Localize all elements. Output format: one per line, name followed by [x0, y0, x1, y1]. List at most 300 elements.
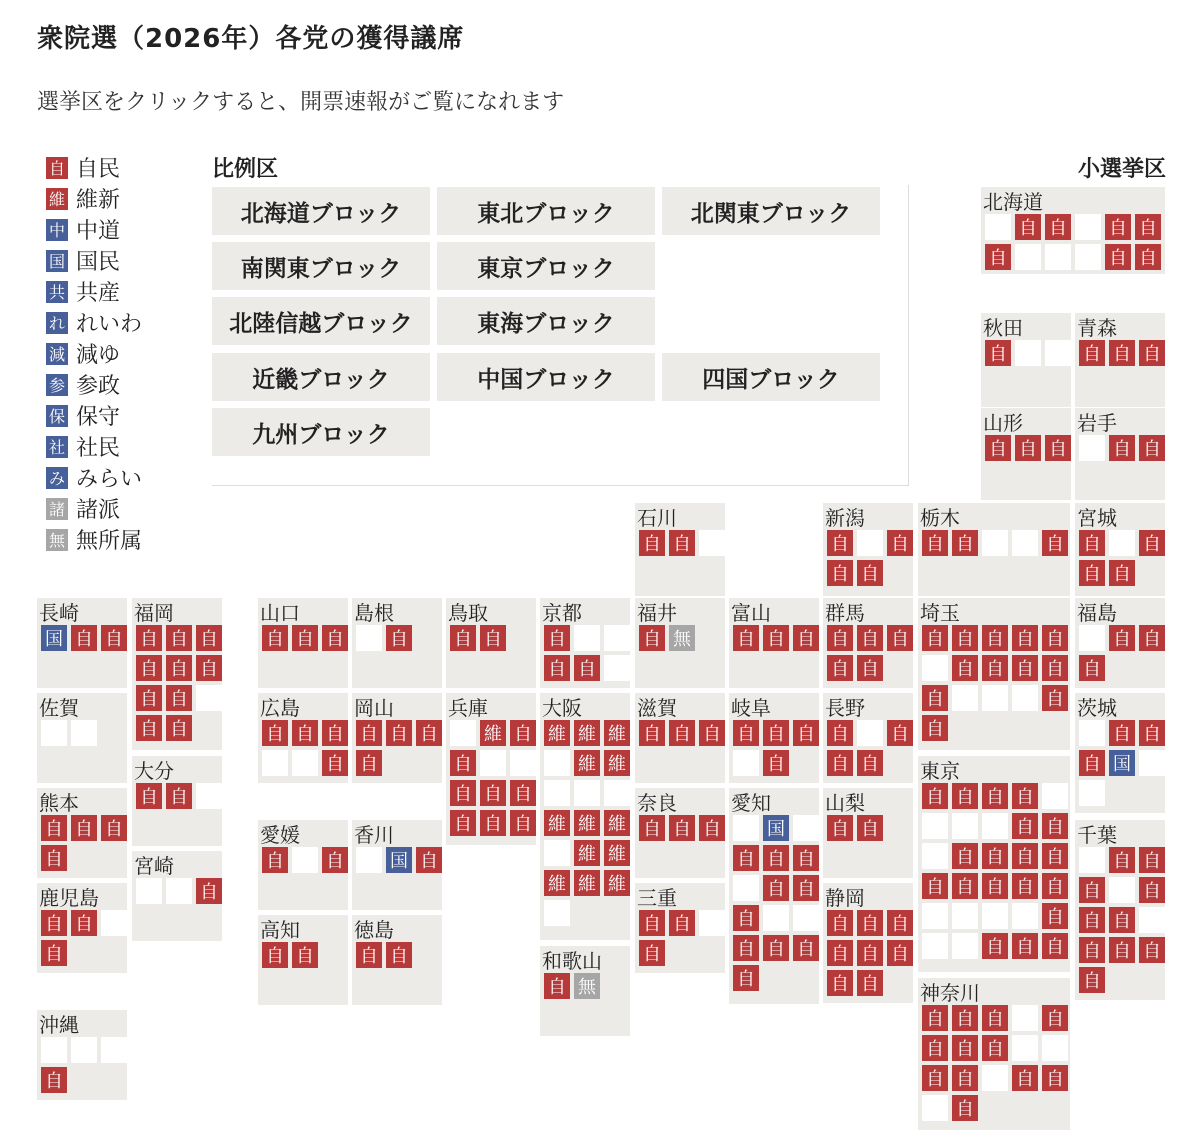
district-seat[interactable]	[544, 780, 570, 806]
district-seat[interactable]	[1012, 1035, 1038, 1061]
district-seat[interactable]: 自	[827, 530, 853, 556]
district-seat[interactable]: 自	[292, 625, 318, 651]
district-seat[interactable]	[604, 780, 630, 806]
district-seat[interactable]: 自	[480, 625, 506, 651]
district-seat[interactable]: 自	[196, 878, 222, 904]
district-seat[interactable]: 国	[41, 625, 67, 651]
district-seat[interactable]: 自	[510, 720, 536, 746]
district-seat[interactable]: 自	[639, 910, 665, 936]
district-seat[interactable]: 自	[827, 560, 853, 586]
district-seat[interactable]	[480, 750, 506, 776]
district-seat[interactable]: 自	[262, 720, 288, 746]
prefecture-tile[interactable]	[258, 820, 348, 910]
district-seat[interactable]: 自	[985, 244, 1011, 270]
district-seat[interactable]	[922, 813, 948, 839]
district-seat[interactable]	[1079, 780, 1105, 806]
district-seat[interactable]: 自	[41, 940, 67, 966]
district-seat[interactable]	[604, 655, 630, 681]
district-seat[interactable]: 自	[544, 973, 570, 999]
prefecture-tile[interactable]	[37, 1010, 127, 1100]
district-seat[interactable]: 自	[1105, 214, 1131, 240]
district-seat[interactable]: 自	[763, 845, 789, 871]
prefecture-tile[interactable]	[729, 598, 819, 688]
district-seat[interactable]: 自	[922, 1065, 948, 1091]
district-seat[interactable]: 自	[1109, 435, 1135, 461]
district-seat[interactable]: 自	[887, 720, 913, 746]
district-seat[interactable]: 自	[1079, 560, 1105, 586]
district-seat[interactable]: 自	[1042, 843, 1068, 869]
district-seat[interactable]: 自	[356, 942, 382, 968]
district-seat[interactable]: 無	[574, 973, 600, 999]
prefecture-tile[interactable]	[1075, 598, 1165, 688]
district-seat[interactable]: 自	[952, 1095, 978, 1121]
district-seat[interactable]: 維	[574, 870, 600, 896]
district-seat[interactable]	[922, 655, 948, 681]
district-seat[interactable]	[262, 750, 288, 776]
district-seat[interactable]: 自	[922, 625, 948, 651]
prefecture-tile[interactable]	[37, 788, 127, 878]
proportional-block-button[interactable]: 中国ブロック	[437, 353, 655, 401]
district-seat[interactable]: 維	[604, 870, 630, 896]
district-seat[interactable]: 自	[136, 625, 162, 651]
district-seat[interactable]: 自	[763, 720, 789, 746]
prefecture-tile[interactable]	[1075, 503, 1165, 596]
district-seat[interactable]: 自	[544, 625, 570, 651]
district-seat[interactable]	[1015, 244, 1041, 270]
district-seat[interactable]: 自	[985, 340, 1011, 366]
district-seat[interactable]: 自	[416, 720, 442, 746]
district-seat[interactable]	[71, 720, 97, 746]
district-seat[interactable]: 自	[1109, 937, 1135, 963]
district-seat[interactable]: 自	[1079, 655, 1105, 681]
district-seat[interactable]	[982, 1065, 1008, 1091]
district-seat[interactable]: 維	[574, 840, 600, 866]
district-seat[interactable]	[733, 815, 759, 841]
district-seat[interactable]	[922, 933, 948, 959]
district-seat[interactable]: 自	[322, 720, 348, 746]
district-seat[interactable]	[952, 813, 978, 839]
district-seat[interactable]: 自	[763, 935, 789, 961]
district-seat[interactable]	[793, 905, 819, 931]
district-seat[interactable]	[101, 1037, 127, 1063]
district-seat[interactable]: 無	[669, 625, 695, 651]
district-seat[interactable]: 自	[1042, 873, 1068, 899]
district-seat[interactable]: 自	[1139, 530, 1165, 556]
proportional-block-button[interactable]: 北関東ブロック	[662, 187, 880, 235]
district-seat[interactable]: 自	[544, 655, 570, 681]
proportional-block-button[interactable]: 北海道ブロック	[212, 187, 430, 235]
district-seat[interactable]: 自	[827, 625, 853, 651]
district-seat[interactable]	[1109, 877, 1135, 903]
district-seat[interactable]: 自	[1012, 625, 1038, 651]
district-seat[interactable]: 自	[71, 815, 97, 841]
district-seat[interactable]: 自	[1042, 933, 1068, 959]
district-seat[interactable]: 自	[922, 1035, 948, 1061]
prefecture-tile[interactable]	[352, 820, 442, 910]
district-seat[interactable]	[196, 685, 222, 711]
prefecture-tile[interactable]	[635, 598, 725, 688]
prefecture-tile[interactable]	[446, 693, 536, 845]
district-seat[interactable]: 自	[322, 625, 348, 651]
district-seat[interactable]: 自	[1015, 435, 1041, 461]
district-seat[interactable]: 自	[262, 942, 288, 968]
district-seat[interactable]: 自	[322, 847, 348, 873]
district-seat[interactable]: 自	[292, 942, 318, 968]
district-seat[interactable]: 自	[1079, 907, 1105, 933]
prefecture-tile[interactable]	[132, 851, 222, 941]
district-seat[interactable]: 自	[1109, 847, 1135, 873]
district-seat[interactable]: 自	[1042, 903, 1068, 929]
district-seat[interactable]: 自	[827, 910, 853, 936]
district-seat[interactable]: 自	[1042, 813, 1068, 839]
district-seat[interactable]	[544, 750, 570, 776]
district-seat[interactable]: 維	[604, 750, 630, 776]
district-seat[interactable]: 維	[544, 870, 570, 896]
district-seat[interactable]: 自	[480, 810, 506, 836]
district-seat[interactable]: 自	[982, 1035, 1008, 1061]
district-seat[interactable]: 自	[887, 910, 913, 936]
district-seat[interactable]	[1045, 340, 1071, 366]
district-seat[interactable]	[196, 783, 222, 809]
district-seat[interactable]: 自	[857, 970, 883, 996]
prefecture-tile[interactable]	[635, 503, 725, 596]
district-seat[interactable]: 自	[136, 715, 162, 741]
district-seat[interactable]	[982, 530, 1008, 556]
district-seat[interactable]: 自	[1135, 244, 1161, 270]
district-seat[interactable]	[952, 685, 978, 711]
district-seat[interactable]	[1012, 903, 1038, 929]
district-seat[interactable]	[1075, 214, 1101, 240]
district-seat[interactable]	[982, 903, 1008, 929]
district-seat[interactable]	[1079, 625, 1105, 651]
district-seat[interactable]	[1079, 720, 1105, 746]
district-seat[interactable]: 自	[827, 720, 853, 746]
district-seat[interactable]: 自	[1105, 244, 1131, 270]
district-seat[interactable]: 自	[41, 910, 67, 936]
district-seat[interactable]: 自	[669, 720, 695, 746]
prefecture-tile[interactable]	[635, 788, 725, 878]
district-seat[interactable]	[952, 933, 978, 959]
district-seat[interactable]: 自	[733, 965, 759, 991]
district-seat[interactable]: 自	[71, 625, 97, 651]
prefecture-tile[interactable]	[635, 883, 725, 973]
district-seat[interactable]: 自	[101, 815, 127, 841]
prefecture-tile[interactable]	[1075, 820, 1165, 1000]
district-seat[interactable]: 自	[166, 715, 192, 741]
district-seat[interactable]: 自	[1139, 340, 1165, 366]
district-seat[interactable]: 自	[952, 1005, 978, 1031]
district-seat[interactable]	[1012, 1005, 1038, 1031]
prefecture-tile[interactable]	[352, 598, 442, 688]
district-seat[interactable]: 自	[857, 655, 883, 681]
district-seat[interactable]: 自	[793, 875, 819, 901]
prefecture-tile[interactable]	[823, 598, 913, 688]
district-seat[interactable]: 自	[952, 1035, 978, 1061]
district-seat[interactable]: 維	[544, 810, 570, 836]
district-seat[interactable]	[356, 625, 382, 651]
district-seat[interactable]: 自	[356, 750, 382, 776]
district-seat[interactable]	[922, 903, 948, 929]
prefecture-tile[interactable]	[823, 693, 913, 783]
district-seat[interactable]: 自	[733, 935, 759, 961]
district-seat[interactable]: 自	[480, 780, 506, 806]
district-seat[interactable]: 自	[763, 875, 789, 901]
district-seat[interactable]	[1015, 340, 1041, 366]
district-seat[interactable]: 自	[922, 1005, 948, 1031]
district-seat[interactable]: 自	[1045, 435, 1071, 461]
district-seat[interactable]: 自	[1109, 560, 1135, 586]
district-seat[interactable]: 自	[1139, 720, 1165, 746]
district-seat[interactable]: 自	[1042, 1065, 1068, 1091]
district-seat[interactable]: 自	[952, 783, 978, 809]
district-seat[interactable]: 自	[922, 783, 948, 809]
district-seat[interactable]: 自	[1109, 907, 1135, 933]
proportional-block-button[interactable]: 東京ブロック	[437, 242, 655, 290]
district-seat[interactable]: 自	[827, 815, 853, 841]
district-seat[interactable]: 自	[982, 625, 1008, 651]
district-seat[interactable]: 自	[292, 720, 318, 746]
district-seat[interactable]: 維	[604, 840, 630, 866]
district-seat[interactable]	[574, 625, 600, 651]
district-seat[interactable]: 自	[733, 905, 759, 931]
district-seat[interactable]: 国	[763, 815, 789, 841]
district-seat[interactable]: 自	[669, 815, 695, 841]
proportional-block-button[interactable]: 北陸信越ブロック	[212, 297, 430, 345]
district-seat[interactable]	[1012, 685, 1038, 711]
district-seat[interactable]: 自	[763, 750, 789, 776]
district-seat[interactable]	[857, 530, 883, 556]
district-seat[interactable]: 維	[604, 720, 630, 746]
district-seat[interactable]: 自	[1042, 655, 1068, 681]
prefecture-tile[interactable]	[1075, 408, 1165, 500]
prefecture-tile[interactable]	[729, 693, 819, 783]
prefecture-tile[interactable]	[1075, 313, 1165, 407]
district-seat[interactable]: 自	[922, 530, 948, 556]
district-seat[interactable]: 自	[71, 910, 97, 936]
district-seat[interactable]: 自	[1135, 214, 1161, 240]
prefecture-tile[interactable]	[981, 408, 1071, 500]
district-seat[interactable]: 自	[982, 783, 1008, 809]
district-seat[interactable]: 自	[669, 910, 695, 936]
district-seat[interactable]	[982, 813, 1008, 839]
prefecture-tile[interactable]	[132, 598, 222, 750]
prefecture-tile[interactable]	[352, 693, 442, 783]
district-seat[interactable]: 自	[827, 750, 853, 776]
district-seat[interactable]: 自	[450, 750, 476, 776]
district-seat[interactable]	[574, 780, 600, 806]
district-seat[interactable]: 自	[793, 845, 819, 871]
district-seat[interactable]: 自	[857, 560, 883, 586]
district-seat[interactable]: 自	[450, 780, 476, 806]
prefecture-tile[interactable]	[918, 756, 1070, 972]
district-seat[interactable]: 自	[922, 873, 948, 899]
district-seat[interactable]: 自	[857, 940, 883, 966]
district-seat[interactable]: 自	[952, 843, 978, 869]
district-seat[interactable]	[450, 720, 476, 746]
district-seat[interactable]: 自	[41, 1067, 67, 1093]
district-seat[interactable]	[1079, 435, 1105, 461]
district-seat[interactable]: 自	[1042, 685, 1068, 711]
district-seat[interactable]: 自	[922, 685, 948, 711]
district-seat[interactable]: 自	[262, 847, 288, 873]
district-seat[interactable]: 自	[827, 655, 853, 681]
district-seat[interactable]: 自	[196, 625, 222, 651]
district-seat[interactable]: 自	[101, 625, 127, 651]
district-seat[interactable]	[952, 903, 978, 929]
district-seat[interactable]: 自	[262, 625, 288, 651]
district-seat[interactable]	[922, 843, 948, 869]
district-seat[interactable]	[41, 1037, 67, 1063]
district-seat[interactable]	[544, 840, 570, 866]
prefecture-tile[interactable]	[918, 503, 1070, 596]
district-seat[interactable]: 国	[386, 847, 412, 873]
prefecture-tile[interactable]	[446, 598, 536, 688]
district-seat[interactable]: 自	[793, 720, 819, 746]
prefecture-tile[interactable]	[981, 187, 1165, 274]
district-seat[interactable]	[1042, 1035, 1068, 1061]
district-seat[interactable]: 自	[857, 910, 883, 936]
district-seat[interactable]: 維	[574, 720, 600, 746]
district-seat[interactable]: 自	[699, 720, 725, 746]
district-seat[interactable]: 自	[136, 655, 162, 681]
district-seat[interactable]: 自	[639, 940, 665, 966]
district-seat[interactable]: 自	[1139, 847, 1165, 873]
district-seat[interactable]: 自	[982, 873, 1008, 899]
prefecture-tile[interactable]	[540, 693, 630, 940]
prefecture-tile[interactable]	[258, 915, 348, 1005]
district-seat[interactable]	[1139, 907, 1165, 933]
district-seat[interactable]: 自	[1109, 625, 1135, 651]
district-seat[interactable]: 自	[196, 655, 222, 681]
district-seat[interactable]	[1079, 847, 1105, 873]
district-seat[interactable]	[857, 720, 883, 746]
district-seat[interactable]: 自	[699, 815, 725, 841]
district-seat[interactable]: 自	[1139, 625, 1165, 651]
prefecture-tile[interactable]	[258, 693, 348, 783]
district-seat[interactable]: 自	[827, 970, 853, 996]
district-seat[interactable]	[356, 847, 382, 873]
district-seat[interactable]	[544, 900, 570, 926]
district-seat[interactable]: 自	[166, 783, 192, 809]
district-seat[interactable]: 維	[574, 750, 600, 776]
district-seat[interactable]: 自	[1045, 214, 1071, 240]
district-seat[interactable]: 自	[1012, 1065, 1038, 1091]
district-seat[interactable]: 国	[1109, 750, 1135, 776]
district-seat[interactable]: 自	[639, 815, 665, 841]
district-seat[interactable]: 自	[1042, 1005, 1068, 1031]
district-seat[interactable]: 維	[480, 720, 506, 746]
district-seat[interactable]: 自	[136, 783, 162, 809]
district-seat[interactable]	[733, 750, 759, 776]
district-seat[interactable]: 自	[1079, 877, 1105, 903]
district-seat[interactable]	[1042, 783, 1068, 809]
prefecture-tile[interactable]	[540, 946, 630, 1036]
district-seat[interactable]: 自	[952, 625, 978, 651]
district-seat[interactable]: 自	[763, 625, 789, 651]
district-seat[interactable]: 自	[450, 625, 476, 651]
district-seat[interactable]: 自	[982, 933, 1008, 959]
district-seat[interactable]: 自	[41, 845, 67, 871]
prefecture-tile[interactable]	[132, 756, 222, 846]
district-seat[interactable]: 自	[1139, 435, 1165, 461]
district-seat[interactable]	[292, 847, 318, 873]
district-seat[interactable]: 自	[1042, 625, 1068, 651]
district-seat[interactable]	[922, 1095, 948, 1121]
district-seat[interactable]	[1139, 750, 1165, 776]
prefecture-tile[interactable]	[540, 598, 630, 688]
district-seat[interactable]: 自	[450, 810, 476, 836]
district-seat[interactable]: 自	[1079, 530, 1105, 556]
district-seat[interactable]	[763, 905, 789, 931]
district-seat[interactable]	[1045, 244, 1071, 270]
district-seat[interactable]: 自	[510, 780, 536, 806]
district-seat[interactable]: 自	[41, 815, 67, 841]
district-seat[interactable]: 自	[887, 940, 913, 966]
district-seat[interactable]: 自	[166, 625, 192, 651]
district-seat[interactable]: 自	[1079, 750, 1105, 776]
prefecture-tile[interactable]	[1075, 693, 1165, 813]
district-seat[interactable]	[604, 625, 630, 651]
prefecture-tile[interactable]	[37, 883, 127, 973]
district-seat[interactable]: 自	[1012, 843, 1038, 869]
district-seat[interactable]: 自	[982, 843, 1008, 869]
district-seat[interactable]	[733, 875, 759, 901]
prefecture-tile[interactable]	[981, 313, 1071, 407]
district-seat[interactable]: 自	[793, 935, 819, 961]
prefecture-tile[interactable]	[823, 883, 913, 1003]
district-seat[interactable]	[166, 878, 192, 904]
district-seat[interactable]: 自	[510, 810, 536, 836]
district-seat[interactable]: 自	[733, 845, 759, 871]
district-seat[interactable]: 自	[733, 720, 759, 746]
district-seat[interactable]: 自	[952, 530, 978, 556]
district-seat[interactable]: 自	[952, 873, 978, 899]
district-seat[interactable]: 自	[982, 655, 1008, 681]
district-seat[interactable]	[985, 214, 1011, 240]
district-seat[interactable]: 自	[356, 720, 382, 746]
district-seat[interactable]	[699, 530, 725, 556]
district-seat[interactable]: 自	[322, 750, 348, 776]
prefecture-tile[interactable]	[258, 598, 348, 688]
district-seat[interactable]: 自	[639, 720, 665, 746]
district-seat[interactable]: 自	[1015, 214, 1041, 240]
district-seat[interactable]: 自	[1109, 340, 1135, 366]
district-seat[interactable]: 自	[793, 625, 819, 651]
district-seat[interactable]	[71, 1037, 97, 1063]
district-seat[interactable]	[292, 750, 318, 776]
district-seat[interactable]: 自	[1109, 720, 1135, 746]
district-seat[interactable]: 自	[1139, 877, 1165, 903]
prefecture-tile[interactable]	[635, 693, 725, 783]
district-seat[interactable]: 自	[887, 625, 913, 651]
district-seat[interactable]: 自	[1079, 937, 1105, 963]
prefecture-tile[interactable]	[37, 693, 127, 783]
district-seat[interactable]	[793, 815, 819, 841]
proportional-block-button[interactable]: 南関東ブロック	[212, 242, 430, 290]
district-seat[interactable]	[1075, 244, 1101, 270]
district-seat[interactable]: 自	[386, 720, 412, 746]
district-seat[interactable]: 自	[639, 625, 665, 651]
proportional-block-button[interactable]: 近畿ブロック	[212, 353, 430, 401]
district-seat[interactable]: 自	[574, 655, 600, 681]
district-seat[interactable]: 自	[985, 435, 1011, 461]
prefecture-tile[interactable]	[918, 978, 1070, 1130]
district-seat[interactable]	[136, 878, 162, 904]
district-seat[interactable]: 自	[1012, 655, 1038, 681]
proportional-block-button[interactable]: 東北ブロック	[437, 187, 655, 235]
proportional-block-button[interactable]: 四国ブロック	[662, 353, 880, 401]
district-seat[interactable]: 自	[166, 685, 192, 711]
